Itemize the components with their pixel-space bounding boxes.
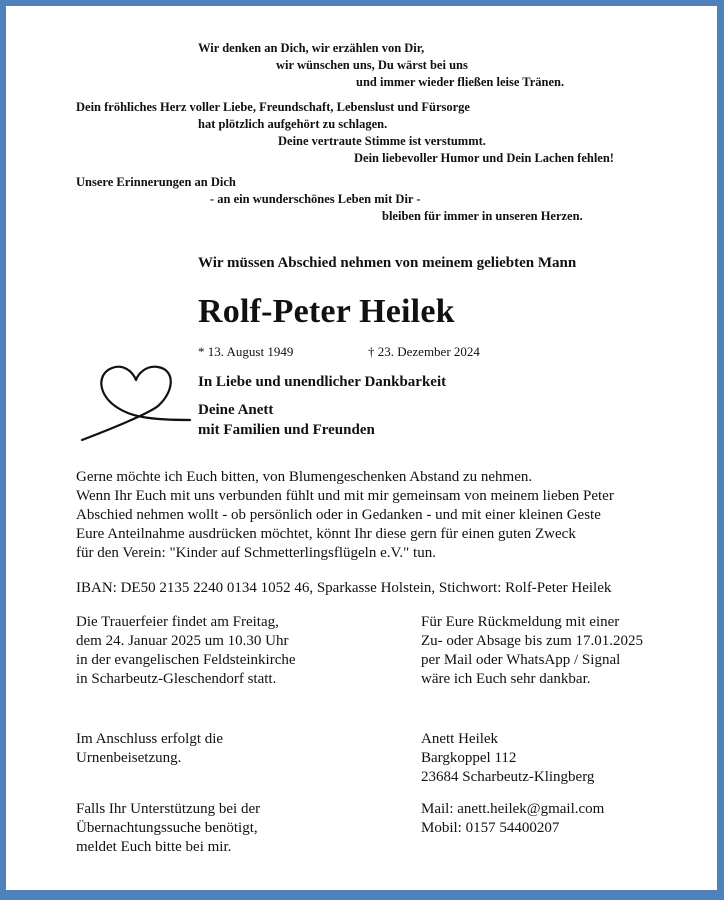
address-line: Bargkoppel 112: [421, 750, 517, 766]
death-date: † 23. Dezember 2024: [368, 344, 480, 359]
poem-line: hat plötzlich aufgehört zu schlagen.: [198, 117, 388, 131]
dedication: In Liebe und unendlicher Dankbarkeit: [198, 374, 447, 390]
poem-line: Deine vertraute Stimme ist verstummt.: [278, 134, 486, 148]
contact-mail: Mail: anett.heilek@gmail.com: [421, 801, 605, 817]
signature-line: Deine Anett: [198, 402, 274, 418]
poem-line: Unsere Erinnerungen an Dich: [76, 175, 236, 189]
rsvp-line: Für Eure Rückmeldung mit einer: [421, 614, 620, 630]
request-line: Eure Anteilnahme ausdrücken möchtet, könnt Ihr diese gern für einen guten Zweck: [76, 526, 576, 542]
poem-line: - an ein wunderschönes Leben mit Dir -: [210, 192, 421, 206]
lodging-line: meldet Euch bitte bei mir.: [76, 839, 232, 855]
ceremony-line: Die Trauerfeier findet am Freitag,: [76, 614, 279, 630]
address-line: 23684 Scharbeutz-Klingberg: [421, 769, 595, 785]
burial-line: Urnenbeisetzung.: [76, 750, 182, 766]
address-line: Anett Heilek: [421, 731, 499, 747]
obituary-page: [6, 6, 717, 890]
announcement-intro: Wir müssen Abschied nehmen von meinem geliebten Mann: [198, 255, 577, 271]
poem-line: wir wünschen uns, Du wärst bei uns: [276, 58, 468, 72]
poem-line: und immer wieder fließen leise Tränen.: [356, 75, 565, 89]
request-line: Gerne möchte ich Euch bitten, von Blumengeschenken Abstand zu nehmen.: [76, 469, 533, 485]
rsvp-line: wäre ich Euch sehr dankbar.: [421, 671, 591, 687]
heart-ribbon-icon: [78, 362, 194, 444]
ceremony-line: in der evangelischen Feldsteinkirche: [76, 652, 296, 668]
poem-line: Dein liebevoller Humor und Dein Lachen fehlen!: [354, 151, 614, 165]
poem-line: bleiben für immer in unseren Herzen.: [382, 209, 583, 223]
burial-line: Im Anschluss erfolgt die: [76, 731, 224, 747]
lodging-line: Übernachtungssuche benötigt,: [76, 820, 258, 836]
iban-info: IBAN: DE50 2135 2240 0134 1052 46, Sparkasse Holstein, Stichwort: Rolf-Peter Heilek: [76, 580, 612, 596]
rsvp-line: Zu- oder Absage bis zum 17.01.2025: [421, 633, 644, 649]
request-line: Wenn Ihr Euch mit uns verbunden fühlt und mit mir gemeinsam von meinem lieben Peter: [76, 488, 614, 504]
poem-line: Wir denken an Dich, wir erzählen von Dir,: [198, 41, 425, 55]
ceremony-line: in Scharbeutz-Gleschendorf statt.: [76, 671, 277, 687]
request-line: für den Verein: "Kinder auf Schmetterlingsflügeln e.V." tun.: [76, 545, 436, 561]
lodging-line: Falls Ihr Unterstützung bei der: [76, 801, 261, 817]
contact-mobile: Mobil: 0157 54400207: [421, 820, 560, 836]
poem-line: Dein fröhliches Herz voller Liebe, Freundschaft, Lebenslust und Fürsorge: [76, 100, 470, 114]
deceased-name: Rolf-Peter Heilek: [198, 293, 455, 330]
signature-line: mit Familien und Freunden: [198, 422, 375, 438]
ceremony-line: dem 24. Januar 2025 um 10.30 Uhr: [76, 633, 289, 649]
birth-date: * 13. August 1949: [198, 344, 294, 359]
request-line: Abschied nehmen wollt - ob persönlich oder in Gedanken - und mit einer kleinen Geste: [76, 507, 601, 523]
rsvp-line: per Mail oder WhatsApp / Signal: [421, 652, 621, 668]
